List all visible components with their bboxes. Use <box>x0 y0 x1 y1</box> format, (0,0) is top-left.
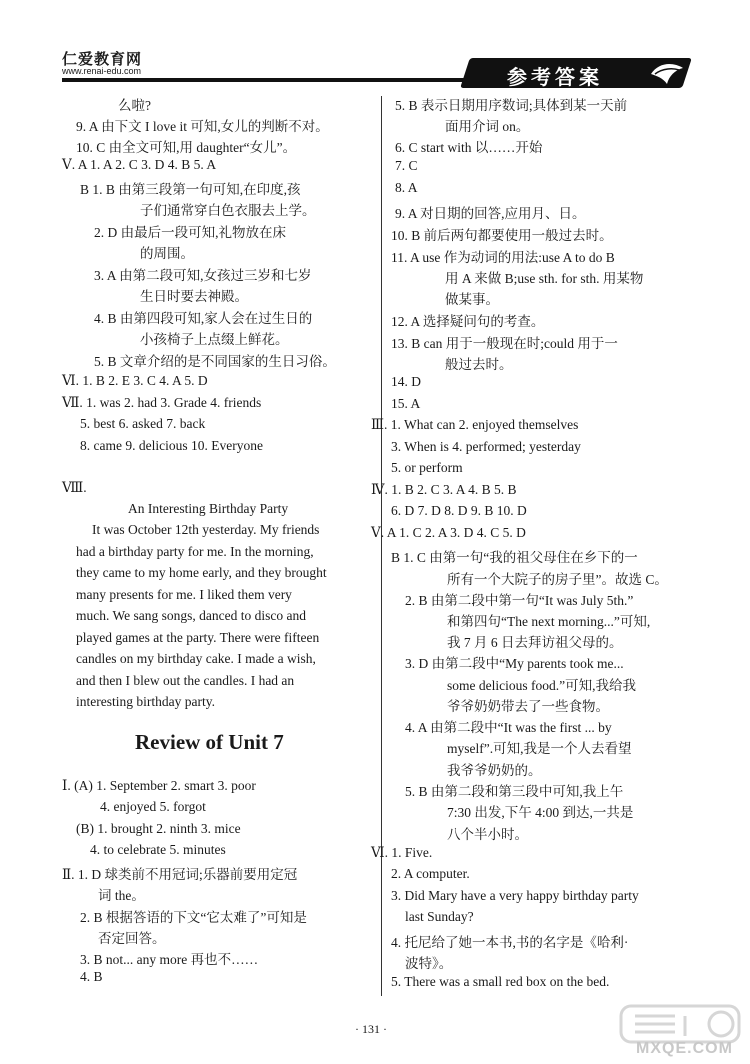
answer-line: 5. There was a small red box on the bed. <box>391 974 610 989</box>
answer-line: Ⅵ. 1. B 2. E 3. C 4. A 5. D <box>62 373 208 388</box>
answer-line: 我爷爷奶奶的。 <box>447 763 542 778</box>
essay-title: An Interesting Birthday Party <box>128 501 289 516</box>
answer-line: 词 the。 <box>98 888 145 903</box>
answer-line: 4. B <box>80 969 103 984</box>
answer-line: 子们通常穿白色衣服去上学。 <box>140 203 316 218</box>
answer-line: 12. A 选择疑问句的考查。 <box>391 314 545 329</box>
answer-line: 的周围。 <box>140 246 194 261</box>
answer-line: 4. to celebrate 5. minutes <box>90 842 226 857</box>
leaf-ornament-icon <box>649 60 685 86</box>
answer-line: some delicious food.”可知,我给我 <box>447 678 636 693</box>
answer-line: 5. B 由第二段和第三段中可知,我上午 <box>405 784 624 799</box>
column-divider <box>381 96 382 996</box>
answer-line: Ⅰ. (A) 1. September 2. smart 3. poor <box>62 778 256 793</box>
essay-line: much. We sang songs, danced to disco and <box>76 608 306 623</box>
section-marker: Ⅷ. <box>62 480 87 495</box>
answer-line: B 1. C 由第一句“我的祖父母住在乡下的一 <box>391 550 638 565</box>
essay-line: and then I blew out the candles. I had an <box>76 673 295 688</box>
answer-line: 5. or perform <box>391 460 463 475</box>
answer-line: 6. D 7. D 8. D 9. B 10. D <box>391 503 527 518</box>
answer-line: 2. B 根据答语的下文“它太难了”可知是 <box>80 910 307 925</box>
answer-line: 6. C start with 以……开始 <box>395 140 543 155</box>
page-header <box>0 0 750 90</box>
page-number: · 131 · <box>355 1022 387 1036</box>
essay-line: candles on my birthday cake. I made a wish, <box>76 651 316 666</box>
essay-line: many presents for me. I liked them very <box>76 587 292 602</box>
answer-line: 3. When is 4. performed; yesterday <box>391 439 581 454</box>
answer-line: 小孩椅子上点缀上鲜花。 <box>140 332 289 347</box>
answer-line: 8. A <box>395 180 418 195</box>
answer-line: 所有一个大院子的房子里”。故选 C。 <box>447 572 668 587</box>
answer-line: 八个半小时。 <box>447 827 528 842</box>
answer-line: Ⅳ. 1. B 2. C 3. A 4. B 5. B <box>371 482 517 497</box>
answer-line: 么啦? <box>118 98 151 113</box>
answer-line: 13. B can 用于一般现在时;could 用于一 <box>391 336 618 351</box>
answer-line: 和第四句“The next morning...”可知, <box>447 614 651 629</box>
answer-line: (B) 1. brought 2. ninth 3. mice <box>76 821 241 836</box>
answer-line: 10. B 前后两句都要使用一般过去时。 <box>391 228 613 243</box>
answer-line: 14. D <box>391 374 421 389</box>
answer-line: 4. B 由第四段可知,家人会在过生日的 <box>94 311 313 326</box>
answer-line: Ⅴ. A 1. A 2. C 3. D 4. B 5. A <box>62 157 217 172</box>
answer-line: 2. A computer. <box>391 866 470 881</box>
answer-line: Ⅱ. 1. D 球类前不用冠词;乐器前要用定冠 <box>62 867 298 882</box>
brand-url: www.renai-edu.com <box>62 66 142 76</box>
answer-line: 用 A 来做 B;use sth. for sth. 用某物 <box>445 271 644 286</box>
answer-line: 8. came 9. delicious 10. Everyone <box>80 438 263 453</box>
brand-name: 仁爱教育网 <box>62 52 143 68</box>
answer-line: last Sunday? <box>405 909 474 924</box>
answer-line: 4. A 由第二段中“It was the first ... by <box>405 720 612 735</box>
answer-line: 3. B not... any more 再也不…… <box>80 952 259 967</box>
watermark-text: MXQE.COM <box>636 1040 733 1057</box>
answer-line: 2. B 由第二段中第一句“It was July 5th.” <box>405 593 634 608</box>
essay-line: had a birthday party for me. In the morning, <box>76 544 314 559</box>
answer-line: Ⅴ. A 1. C 2. A 3. D 4. C 5. D <box>371 525 526 540</box>
answer-line: 4. enjoyed 5. forgot <box>100 799 206 814</box>
banner-title: 参考答案 <box>507 65 603 89</box>
answer-line: 3. D 由第二段中“My parents took me... <box>405 656 624 671</box>
answer-line: myself”.可知,我是一个人去看望 <box>447 741 632 756</box>
essay-line: played games at the party. There were fifteen <box>76 630 320 645</box>
answer-line: 波特》。 <box>405 956 453 971</box>
answer-line: 2. D 由最后一段可知,礼物放在床 <box>94 225 286 240</box>
essay-line: interesting birthday party. <box>76 694 215 709</box>
review-heading: Review of Unit 7 <box>135 730 284 754</box>
answer-line: Ⅲ. 1. What can 2. enjoyed themselves <box>371 417 579 432</box>
answer-line: 9. A 由下文 I love it 可知,女儿的判断不对。 <box>76 119 329 134</box>
answer-line: 否定回答。 <box>98 931 166 946</box>
answer-line: 11. A use 作为动词的用法:use A to do B <box>391 250 615 265</box>
answer-line: 3. Did Mary have a very happy birthday party <box>391 888 639 903</box>
answer-line: 10. C 由全文可知,用 daughter“女儿”。 <box>76 140 297 155</box>
answer-line: 5. B 表示日期用序数词;具体到某一天前 <box>395 98 628 113</box>
answer-line: 面用介词 on。 <box>445 119 530 134</box>
answer-line: 5. best 6. asked 7. back <box>80 416 206 431</box>
answer-line: 做某事。 <box>445 292 499 307</box>
answer-line: 我 7 月 6 日去拜访祖父母的。 <box>447 635 623 650</box>
answer-line: 4. 托尼给了她一本书,书的名字是《哈利· <box>391 935 629 950</box>
answer-line: 7:30 出发,下午 4:00 到达,一共是 <box>447 805 634 820</box>
answer-line: 爷爷奶奶带去了一些食物。 <box>447 699 609 714</box>
answer-line: Ⅵ. 1. Five. <box>371 845 433 860</box>
answer-line: 7. C <box>395 158 418 173</box>
answer-banner <box>465 58 687 88</box>
answer-line: 5. B 文章介绍的是不同国家的生日习俗。 <box>94 354 336 369</box>
essay-line: they came to my home early, and they brought <box>76 565 327 580</box>
answer-line: 般过去时。 <box>445 357 513 372</box>
answer-line: Ⅶ. 1. was 2. had 3. Grade 4. friends <box>62 395 262 410</box>
answer-line: 生日时要去神殿。 <box>140 289 248 304</box>
essay-line: It was October 12th yesterday. My friends <box>92 522 320 537</box>
answer-line: B 1. B 由第三段第一句可知,在印度,孩 <box>80 182 301 197</box>
answer-line: 15. A <box>391 396 421 411</box>
answer-line: 9. A 对日期的回答,应用月、日。 <box>395 206 586 221</box>
answer-line: 3. A 由第二段可知,女孩过三岁和七岁 <box>94 268 312 283</box>
